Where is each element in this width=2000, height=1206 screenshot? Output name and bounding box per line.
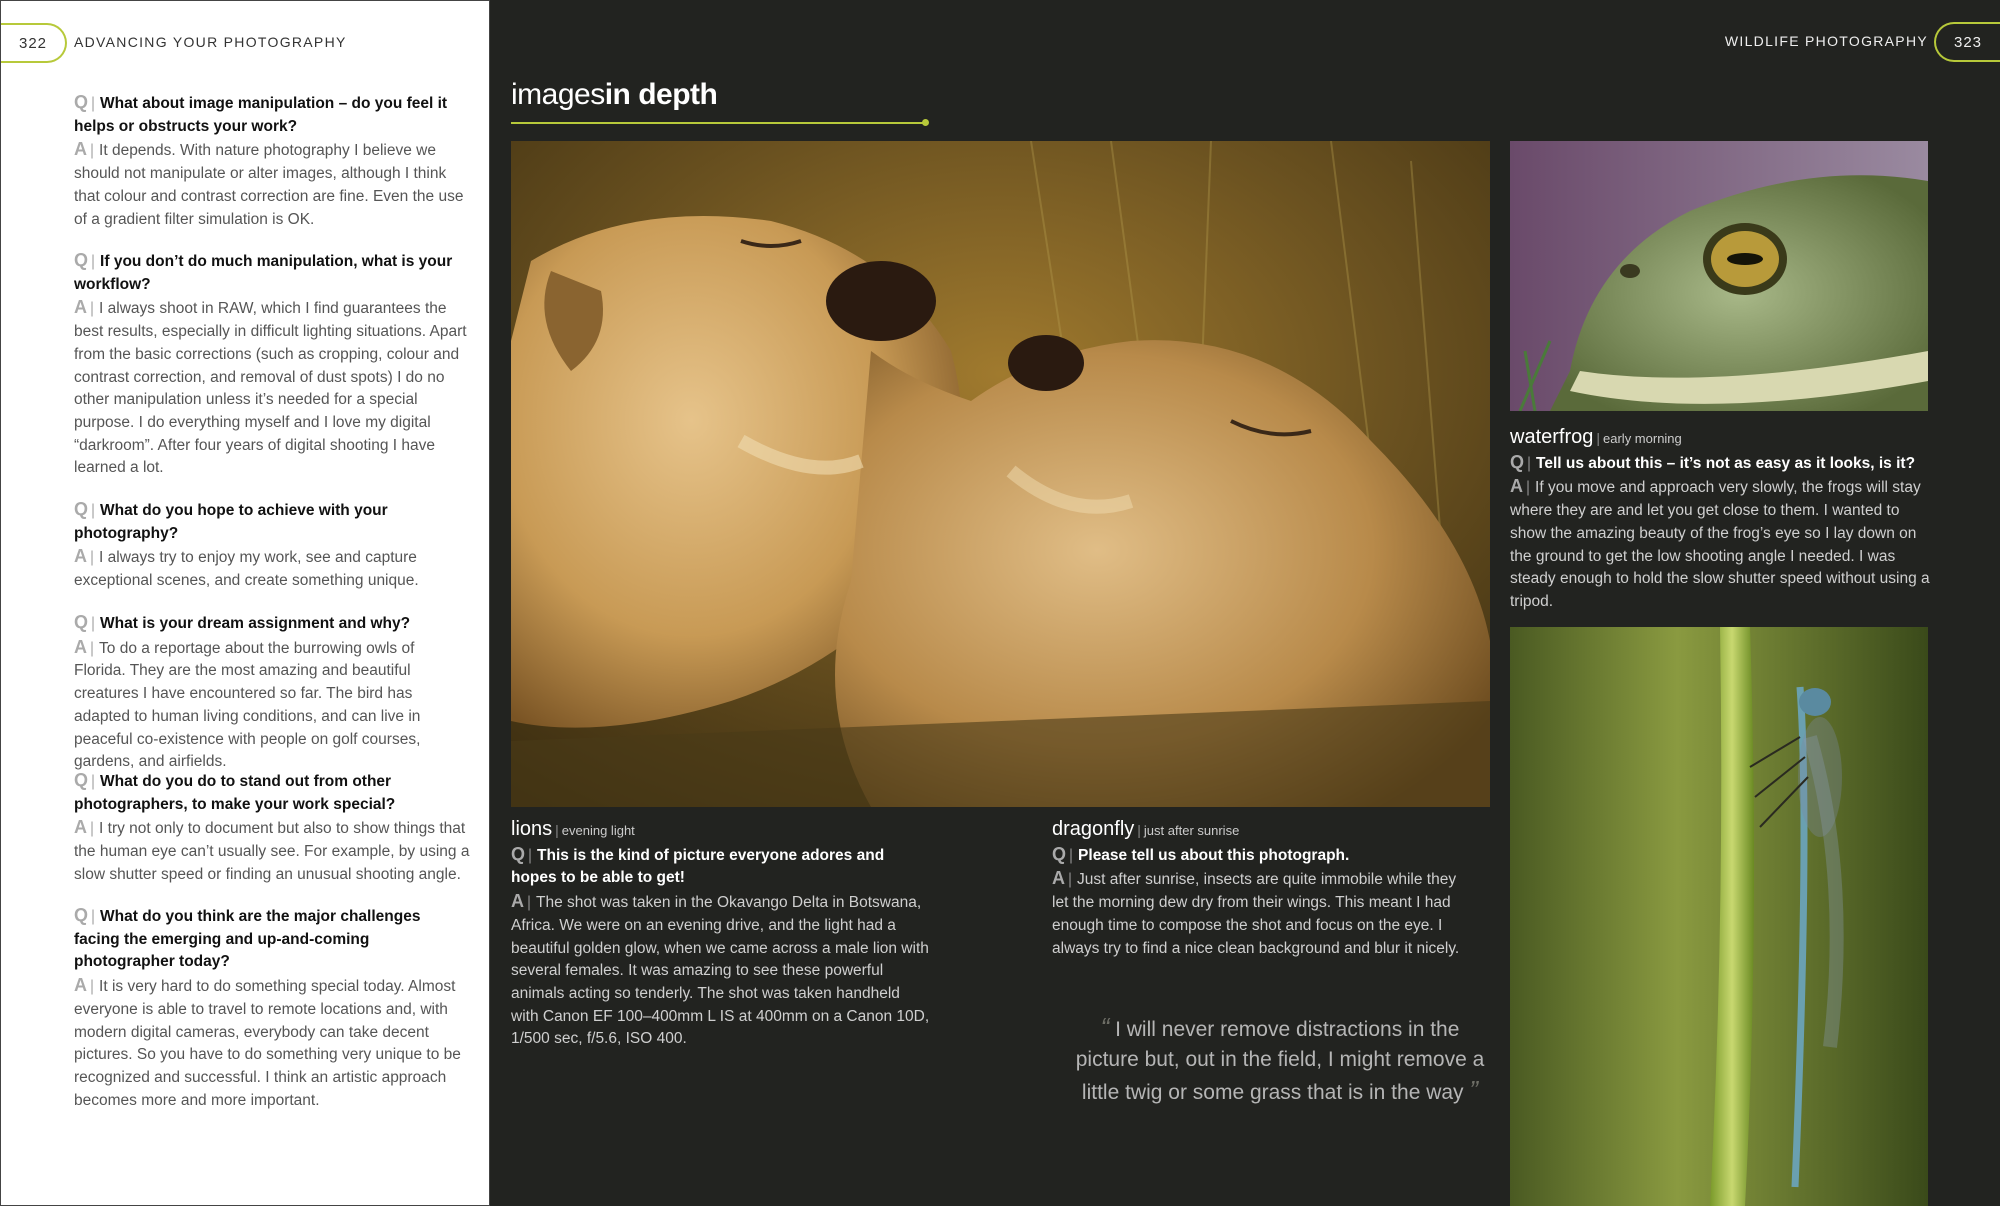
q-label: Q: [74, 905, 89, 925]
answer-text: I always try to enjoy my work, see and capture exceptional scenes, and create something unique.: [74, 549, 419, 590]
waterfrog-caption: waterfrog | early morning Q | Tell us about this – it’s not as easy as it looks, is it? A | If you move and approach very slowly, the frogs will stay where they are and let you get close to them. I wanted to show the amazing beauty of the frog’s eye so I lay down on the ground to get the low shooting angle I needed. I was steady enough to hold the slow shutter speed without using a tripod.: [1510, 426, 1930, 610]
lions-photo: [511, 141, 1490, 807]
left-page: [0, 0, 490, 1206]
lions-title: lions: [511, 818, 553, 840]
close-quote-icon: ”: [1469, 1075, 1479, 1105]
answer-text: I always shoot in RAW, which I find guarantees the best results, especially in difficult lighting situations. Apart from the basic corrections (such as cropping, colour and contrast correction, and removal of dust spots) I do no other manipulation unless it’s needed for a special purpose. I do everything myself and I love my digital “darkroom”. After four years of digital shooting I have learned a lot.: [74, 300, 467, 477]
dragonfly-question: Please tell us about this photograph.: [1078, 846, 1350, 864]
a-label: A: [74, 636, 87, 657]
answer-text: It depends. With nature photography I believe we should not manipulate or alter images, although I think that colour and contrast correction are fine. Even the use of a gradient filter simulation is OK.: [74, 142, 464, 228]
section-title-light: images: [511, 78, 605, 111]
question-text: What about image manipulation – do you feel it helps or obstructs your work?: [74, 95, 448, 135]
qa-item: Q | What do you do to stand out from other photographers, to make your work special? A | I try not only to document but also to show things that the human eye can’t usually see. For example, by using a slow shutter speed or finding an unusual shooting angle.: [74, 770, 470, 883]
a-label: A: [511, 891, 524, 912]
answer-text: To do a reportage about the burrowing owls of Florida. They are the most amazing and beautiful creatures I have encountered so far. The bird has adapted to human living conditions, and can live in peaceful co-existence with people on golf courses, gardens, and airfields.: [74, 639, 421, 771]
q-label: Q: [1052, 843, 1067, 864]
a-label: A: [74, 297, 87, 318]
section-title-bold: in depth: [604, 78, 718, 111]
q-label: Q: [511, 843, 526, 864]
title-rule-dot: [922, 119, 929, 126]
question-text: If you don’t do much manipulation, what is your workflow?: [74, 253, 453, 293]
qa-item: Q | What about image manipulation – do you feel it helps or obstructs your work? A | It depends. With nature photography I believe we should not manipulate or alter images, although I think that colour and contrast correction are fine. Even the use of a gradient filter simulation is OK.: [74, 92, 464, 228]
lions-answer: The shot was taken in the Okavango Delta in Botswana, Africa. We were on an evening drive, and the light had a beautiful golden glow, when we came across a male lion with several females. It was amazing to see these powerful animals acting so tenderly. The shot was taken handheld with Canon EF 100–400mm L IS at 400mm on a Canon 10D, 1/500 sec, f/5.6, ISO 400.: [511, 894, 930, 1048]
waterfrog-title: waterfrog: [1510, 426, 1594, 448]
q-label: Q: [74, 612, 89, 632]
title-rule: [511, 122, 925, 124]
question-text: What do you do to stand out from other photographers, to make your work special?: [74, 773, 396, 813]
lions-question: This is the kind of picture everyone adores and hopes to be able to get!: [511, 846, 885, 887]
a-label: A: [74, 975, 87, 996]
qa-item: Q | What is your dream assignment and why? A | To do a reportage about the burrowing owls of Florida. They are the most amazing and beautiful creatures I have encountered so far. The bird has adapted to human living conditions, and can live in peaceful co-existence with people on golf courses, gardens, and airfields.: [74, 612, 421, 771]
running-head-right: WILDLIFE PHOTOGRAPHY: [1724, 33, 1928, 49]
question-text: What is your dream assignment and why?: [100, 615, 411, 632]
answer-text: It is very hard to do something special today. Almost everyone is able to travel to remote locations and, with modern digital cameras, everybody can take decent pictures. So you have to do something very unique to be recognized and successful. I think an artistic approach becomes more and more important.: [74, 978, 461, 1109]
dragonfly-photo: [1510, 627, 1928, 1206]
q-label: Q: [74, 499, 89, 519]
waterfrog-answer: If you move and approach very slowly, the frogs will stay where they are and let you get close to them. I wanted to show the amazing beauty of the frog’s eye so I lay down on the ground to get the low shooting angle I needed. I was steady enough to hold the slow shutter speed without using a tripod.: [1510, 479, 1930, 610]
q-label: Q: [1510, 451, 1525, 472]
q-label: Q: [74, 250, 89, 270]
q-label: Q: [74, 770, 89, 790]
dragonfly-caption: dragonfly | just after sunrise Q | Please tell us about this photograph. A | Just after sunrise, insects are quite immobile while they let the morning dew dry from their wings. This meant I had enough time to compose the shot and focus on the eye. I always try to find a nice clean background and blur it nicely.: [1052, 818, 1460, 957]
a-label: A: [74, 817, 87, 838]
a-label: A: [1052, 868, 1065, 889]
section-title: [511, 78, 717, 112]
dragonfly-title: dragonfly: [1052, 818, 1135, 840]
question-text: What do you think are the major challenges facing the emerging and up-and-coming photographer today?: [74, 908, 421, 971]
qa-item: Q | If you don’t do much manipulation, what is your workflow? A | I always shoot in RAW, which I find guarantees the best results, especially in difficult lighting situations. Apart from the basic corrections (such as cropping, colour and contrast correction, and removal of dust spots) I do no other manipulation unless it’s needed for a special purpose. I do everything myself and I love my digital “darkroom”. After four years of digital shooting I have learned a lot.: [74, 250, 467, 477]
waterfrog-question: Tell us about this – it’s not as easy as it looks, is it?: [1536, 454, 1916, 472]
a-label: A: [74, 139, 87, 160]
lions-subtitle: evening light: [561, 823, 635, 838]
q-label: Q: [74, 92, 89, 112]
dragonfly-answer: Just after sunrise, insects are quite immobile while they let the morning dew dry from their wings. This meant I had enough time to compose the shot and focus on the eye. I always try to find a nice clean background and blur it nicely.: [1052, 871, 1460, 957]
pull-quote: [1070, 1012, 1490, 1108]
answer-text: I try not only to document but also to show things that the human eye can’t usually see. For example, by using a slow shutter speed or finding an unusual shooting angle.: [74, 820, 470, 883]
pull-quote-text: I will never remove distractions in the picture but, out in the field, I might remove a little twig or some grass that is in the way: [1075, 1018, 1485, 1104]
a-label: A: [74, 546, 87, 567]
page-number-left: 322: [1, 23, 67, 63]
waterfrog-photo: [1510, 141, 1928, 411]
dragonfly-subtitle: just after sunrise: [1143, 823, 1240, 838]
running-head-left: ADVANCING YOUR PHOTOGRAPHY: [74, 34, 347, 50]
lions-caption: lions | evening light Q | This is the kind of picture everyone adores and hopes to be able to get! A | The shot was taken in the Okavango Delta in Botswana, Africa. We were on an evening drive, and the light had a beautiful golden glow, when we came across a male lion with several females. It was amazing to see these powerful animals acting so tenderly. The shot was taken handheld with Canon EF 100–400mm L IS at 400mm on a Canon 10D, 1/500 sec, f/5.6, ISO 400.: [511, 818, 930, 1048]
waterfrog-subtitle: early morning: [1603, 431, 1682, 446]
a-label: A: [1510, 476, 1523, 497]
open-quote-icon: “: [1100, 1012, 1110, 1042]
qa-item: Q | What do you think are the major challenges facing the emerging and up-and-coming photographer today? A | It is very hard to do something special today. Almost everyone is able to travel to remote locations and, with modern digital cameras, everybody can take decent pictures. So you have to do something very unique to be recognized and successful. I think an artistic approach becomes more and more important.: [74, 905, 461, 1109]
question-text: What do you hope to achieve with your photography?: [74, 502, 388, 542]
page-number-right: 323: [1934, 22, 2000, 62]
qa-item: Q | What do you hope to achieve with your photography? A | I always try to enjoy my work, see and capture exceptional scenes, and create something unique.: [74, 499, 419, 590]
